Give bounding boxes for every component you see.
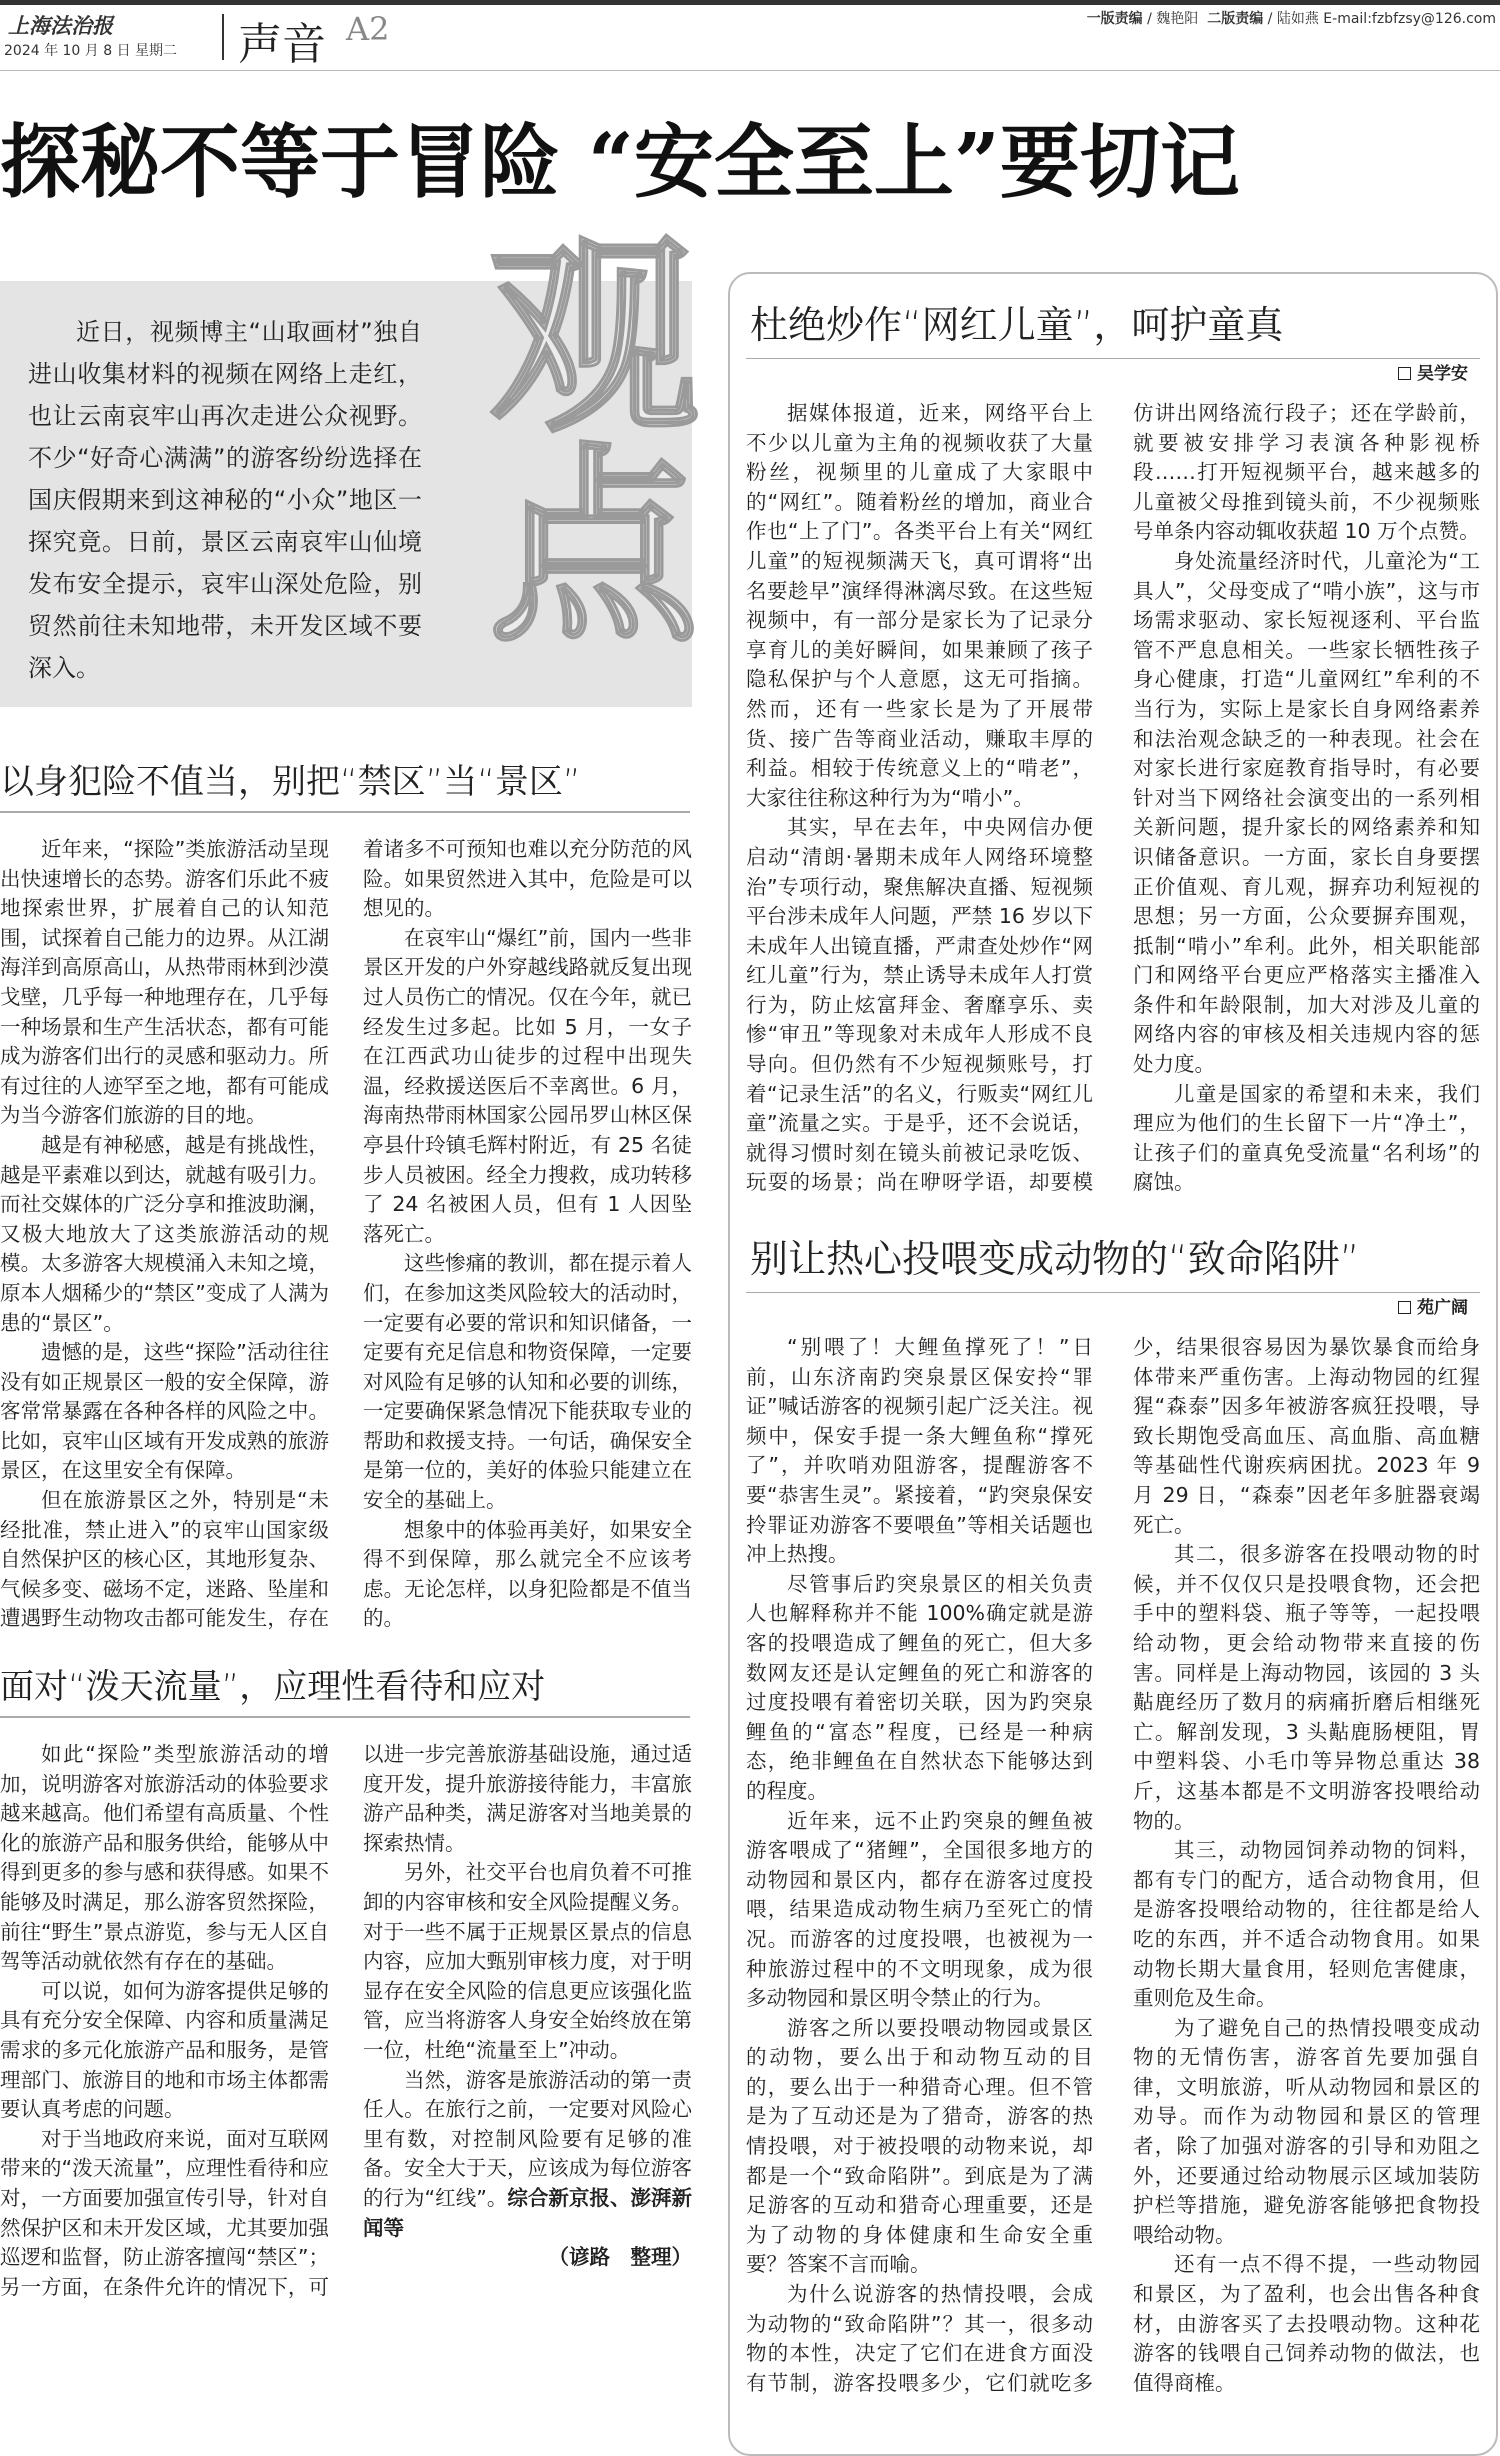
author-box-icon bbox=[1398, 1301, 1411, 1314]
page-headline: 探秘不等于冒险 “安全至上”要切记 bbox=[0, 115, 1240, 209]
paragraph bbox=[746, 399, 1093, 813]
paragraph bbox=[1133, 1836, 1480, 2014]
column-mark-guandian: 观点 bbox=[454, 226, 701, 646]
article-1-rule bbox=[0, 811, 690, 813]
paragraph bbox=[1133, 1540, 1480, 1836]
paragraph bbox=[363, 2066, 692, 2273]
paragraph-text: 近年来，“探险”类旅游活动呈现出快速增长的态势。游客们乐此不疲地探索世界，扩展着自己的认知范围，试探着自己能力的边界。从江湖海洋到高原高山，从热带雨林到沙漠戈壁，几乎每一种地理存在，几乎每一种场景和生产生活状态，都有可能成为游客们出行的灵感和驱动力。所有过往的人迹罕至之地，都有可能成为当今游客们旅游的目的地。 bbox=[0, 837, 329, 1128]
article-4-body bbox=[746, 1333, 1480, 2398]
issue-date: 2024 年 10 月 8 日 星期二 bbox=[4, 43, 178, 59]
paragraph bbox=[0, 1131, 329, 1338]
paragraph-text: 这些惨痛的教训，都在提示着人们，在参加这类风险较大的活动时，一定要有必要的常识和知识储备，一定要有充足信息和物资保障，一定要对风险有足够的认知和必要的训练，一定要确保紧急情况下能获取专业的帮助和救援支持。一句话，确保安全是第一位的，美好的体验只能建立在安全的基础上。 bbox=[363, 1251, 692, 1513]
paragraph-text: “别喂了！大鲤鱼撑死了！”日前，山东济南趵突泉景区保安拎“罪证”喊话游客的视频引起广泛关注。视频中，保安手提一条大鲤鱼称“撑死了”，并吹哨劝阻游客，提醒游客不要“恭害生灵”。紧接着，“趵突泉保安拎罪证劝游客不要喂鱼”等相关话题也冲上热搜。 bbox=[746, 1335, 1093, 1567]
paragraph-text: 越是有神秘感，越是有挑战性，越是平素难以到达，就越有吸引力。而社交媒体的广泛分享和推波助澜，又极大地放大了这类旅游活动的规模。太多游客大规模涌入未知之境，原本人烟稀少的“禁区”变成了人满为患的“景区”。 bbox=[0, 1132, 329, 1335]
article-4-author bbox=[746, 1293, 1480, 1323]
first-editor-name: / 魏艳阳 bbox=[1147, 11, 1199, 27]
source-credit: 综合新京报、澎湃新闻等 bbox=[363, 2185, 692, 2240]
left-column bbox=[0, 745, 692, 2332]
editor-email: E-mail:fzbfzsy@126.com bbox=[1323, 11, 1496, 27]
paragraph bbox=[0, 1740, 329, 1977]
second-editor-label: 二版责编 bbox=[1207, 11, 1264, 27]
paragraph-text: 身处流量经济时代，儿童沦为“工具人”，父母变成了“啃小族”，这与市场需求驱动、家长短视逐利、平台监管不严息息相关。一些家长牺牲孩子身心健康，打造“儿童网红”牟利的不当行为，实际上是家长自身网络素养和法治观念缺乏的一种表现。社会在对家长进行家庭教育指导时，有必要针对当下网络社会演变出的一系列相关新问题，提升家长的网络素养和知识储备意识。一方面，家长自身要摆正价值观、育儿观，摒弃功利短视的思想；另一方面，公众要摒弃围观，抵制“啃小”牟利。此外，相关职能部门和网络平台更应严格落实主播准入条件和年龄限制，加大对涉及儿童的网络内容的审核及相关违规内容的惩处力度。 bbox=[1133, 548, 1480, 1077]
paragraph-text: 想象中的体验再美好，如果安全得不到保障，那么就完全不应该考虑。无论怎样，以身犯险都是不值当的。 bbox=[363, 1517, 692, 1631]
article-4-title: 别让热心投喂变成动物的“致命陷阱” bbox=[750, 1237, 1360, 1282]
paragraph bbox=[1133, 2014, 1480, 2251]
paragraph bbox=[363, 1858, 692, 2065]
paragraph-text: 但在旅游景区之外，特别是“未经批准，禁止进入”的哀牢山国家级自然保护区的核心区，其地形复杂、气候多变、磁场不定，迷路、坠崖和遭遇野生动物攻击都可能发生，存在着诸多不可预知也难以充分防范的风险。如果贸然进入其中，危险是可以想见的。 bbox=[0, 837, 692, 1631]
author-name: 吴学安 bbox=[1417, 364, 1468, 384]
paragraph-text: 其三，动物园饲养动物的饲料，都有专门的配方，适合动物食用，但是游客投喂给动物的，往往都是给人吃的东西，并不适合动物食用。如果动物长期大量食用，轻则危害健康，重则危及生命。 bbox=[1133, 1838, 1480, 2011]
paragraph bbox=[0, 835, 329, 1131]
paragraph bbox=[363, 924, 692, 1250]
paragraph-text: 对于当地政府来说，面对互联网带来的“泼天流量”，应理性看待和应对，一方面要加强宣传引导，针对自然保护区和未开发区域，尤其要加强巡逻和监督，防止游客擅闯“禁区”；另一方面，在条件允许的情况下，可以进一步完善旅游基础设施，通过适度开发，提升旅游接待能力，丰富旅游产品种类，满足游客对当地美景的探索热情。 bbox=[0, 1742, 692, 2299]
second-editor-name: / 陆如燕 bbox=[1267, 11, 1319, 27]
section-name: 声音 bbox=[238, 19, 326, 70]
header-divider bbox=[222, 14, 224, 60]
author-name: 苑广阔 bbox=[1417, 1298, 1468, 1319]
paragraph-text: 另外，社交平台也肩负着不可推卸的内容审核和安全风险提醒义务。对于一些不属于正规景区景点的信息内容，应加大甄别审核力度，对于明显存在安全风险的信息更应该强化监管，应当将游客人身安全始终放在第一位，杜绝“流量至上”冲动。 bbox=[363, 1860, 692, 2062]
article-3-author bbox=[746, 359, 1480, 389]
editors-info bbox=[1087, 8, 1496, 28]
article-3-body bbox=[746, 399, 1480, 1198]
newspaper-logo: 上海法治报 bbox=[8, 13, 113, 38]
paragraph bbox=[0, 1338, 329, 1486]
paragraph-text: 近年来，远不止趵突泉的鲤鱼被游客喂成了“猪鲤”，全国很多地方的动物园和景区内，都存在游客过度投喂，结果造成动物生病乃至死亡的情况。而游客的过度投喂，也被视为一种旅游过程中的不文明现象，成为很多动物园和景区明令禁止的行为。 bbox=[746, 1808, 1093, 2011]
header-rule bbox=[0, 70, 1500, 71]
article-1-title: 以身犯险不值当，别把“禁区”当“景区” bbox=[0, 762, 581, 802]
paragraph-text: 游客之所以要投喂动物园或景区的动物，要么出于和动物互动的目的，要么出于一种猎奇心理。但不管是为了互动还是为了猎奇，游客的热情投喂，对于被投喂的动物来说，却都是一个“致命陷阱”。到底是为了满足游客的互动和猎奇心理重要，还是为了动物的身体健康和生命安全重要？答案不言而喻。 bbox=[746, 2015, 1093, 2277]
paragraph-text: 当然，游客是旅游活动的第一责任人。在旅行之前，一定要对风险心里有数，对控制风险要有足够的准备。安全大于天，应该成为每位游客的行为“红线”。 bbox=[363, 2067, 692, 2210]
paragraph bbox=[1133, 547, 1480, 1080]
paragraph-text: 为了避免自己的热情投喂变成动物的无情伤害，游客首先要加强自律，文明旅游，听从动物园和景区的劝导。而作为动物园和景区的管理者，除了加强对游客的引导和劝阻之外，还要通过给动物展示区域加装防护栏等措施，避免游客能够把食物投喂给动物。 bbox=[1133, 2015, 1480, 2247]
author-box-icon bbox=[1398, 367, 1411, 380]
article-2-body bbox=[0, 1740, 692, 2302]
page-number: A2 bbox=[346, 10, 390, 48]
paragraph bbox=[746, 1807, 1093, 2014]
paragraph bbox=[746, 1333, 1093, 1570]
article-1-body bbox=[0, 835, 692, 1634]
article-2-title: 面对“泼天流量”，应理性看待和应对 bbox=[0, 1667, 546, 1708]
top-bar bbox=[0, 0, 1500, 5]
paragraph bbox=[363, 1249, 692, 1515]
paragraph-text: 为什么说游客的热情投喂，会成为动物的“致命陷阱”？其一，很多动物的本性，决定了它们在进食方面没有节制，游客投喂多少，它们就吃多少，结果很容易因为暴饮暴食而给身体带来严重伤害。上海动物园的红猩猩“森泰”因多年被游客疯狂投喂，导致长期饱受高血压、高血脂、高血糖等基础性代谢疾病困扰。2023 年 9 月 29 日，“森泰”因老年多脏器衰竭死亡。 bbox=[746, 1335, 1480, 2395]
right-column-frame bbox=[728, 272, 1498, 2456]
paragraph-text: 儿童是国家的希望和未来，我们理应为他们的生长留下一片“净土”，让孩子们的童真免受流量“名利场”的腐蚀。 bbox=[1133, 1081, 1480, 1195]
article-3-title: 杜绝炒作“网红儿童”，呵护童真 bbox=[750, 303, 1284, 347]
paragraph-text: 可以说，如何为游客提供足够的具有充分安全保障、内容和质量满足需求的多元化旅游产品和服务，是管理部门、旅游目的地和市场主体都需要认真考虑的问题。 bbox=[0, 1978, 329, 2122]
article-2-rule bbox=[0, 1716, 690, 1718]
paragraph bbox=[0, 1977, 329, 2125]
paragraph-text: 遗憾的是，这些“探险”活动往往没有如正规景区一般的安全保障，游客常常暴露在各种各样的风险之中。比如，哀牢山区域有开发成熟的旅游景区，在这里安全有保障。 bbox=[0, 1340, 329, 1483]
paragraph bbox=[746, 1570, 1093, 1807]
paragraph bbox=[1133, 1080, 1480, 1198]
paragraph-text: 在哀牢山“爆红”前，国内一些非景区开发的户外穿越线路就反复出现过人员伤亡的情况。仅在今年，就已经发生过多起。比如 5 月，一女子在江西武功山徒步的过程中出现失温，经救援送医后不幸离世。6 月，海南热带雨林国家公园吊罗山林区保亭县什玲镇毛辉村附近，有 25 名徒步人员被困。经全力搜救，成功转移了 24 名被困人员，但有 1 人因坠落死亡。 bbox=[363, 925, 692, 1246]
paragraph-text: 其二，很多游客在投喂动物的时候，并不仅仅只是投喂食物，还会把手中的塑料袋、瓶子等等，一起投喂给动物，更会给动物带来直接的伤害。同样是上海动物园，该园的 3 头黇鹿经历了数月的病痛折磨后相继死亡。解剖发现，3 头黇鹿肠梗阻，胃中塑料袋、小毛巾等异物总重达 38 斤，这基本都是不文明游客投喂给动物的。 bbox=[1133, 1542, 1480, 1833]
paragraph bbox=[746, 2014, 1093, 2280]
paragraph-text: 尽管事后趵突泉景区的相关负责人也解释称并不能 100%确定就是游客的投喂造成了鲤鱼的死亡，但大多数网友还是认定鲤鱼的死亡和游客的过度投喂有着密切关联，因为趵突泉鲤鱼的“富态”程度，已经是一种病态，绝非鲤鱼在自然状态下能够达到的程度。 bbox=[746, 1571, 1093, 1803]
lead-text: 近日，视频博主“山取画材”独自进山收集材料的视频在网络上走红，也让云南哀牢山再次走进公众视野。不少“好奇心满满”的游客纷纷选择在国庆假期来到这神秘的“小众”地区一探究竟。日前，景区云南哀牢山仙境发布安全提示，哀牢山深处危险，别贸然前往未知地带，未开发区域不要深入。 bbox=[28, 318, 422, 682]
paragraph-text: 据媒体报道，近来，网络平台上不少以儿童为主角的视频收获了大量粉丝，视频里的儿童成了大家眼中的“网红”。随着粉丝的增加，商业合作也“上了门”。各类平台上有关“网红儿童”的短视频满天飞，真可谓将“出名要趁早”演绎得淋漓尽致。在这些短视频中，有一部分是家长为了记录分享育儿的美好瞬间，如果兼顾了孩子隐私保护与个人意愿，这无可指摘。然而，还有一些家长是为了开展带货、接广告等商业活动，赚取丰厚的利益。相较于传统意义上的“啃老”，大家往往称这种行为为“啃小”。 bbox=[746, 401, 1093, 810]
paragraph-text: 其实，早在去年，中央网信办便启动“清朗·暑期未成年人网络环境整治”专项行动，聚焦解决直播、短视频平台涉未成年人问题，严禁 16 岁以下未成年人出镜直播，严肃查处炒作“网红儿童”行为，禁止诱导未成年人打赏行为，防止炫富拜金、奢靡享乐、卖惨“审丑”等现象对未成年人形成不良导向。但仍然有不少短视频账号，打着“记录生活”的名义，行贩卖“网红儿童”流量之实。于是乎，还不会说话，就得习惯时刻在镜头前被记录吃饭、玩耍的场景；尚在咿呀学语，却要模仿讲出网络流行段子；还在学龄前，就要被安排学习表演各种影视桥段……打开短视频平台，越来越多的儿童被父母推到镜头前，不少视频账号单条内容动辄收获超 10 万个点赞。 bbox=[746, 401, 1480, 1195]
paragraph bbox=[1133, 2250, 1480, 2398]
paragraph-text: 如此“探险”类型旅游活动的增加，说明游客对旅游活动的体验要求越来越高。他们希望有高质量、个性化的旅游产品和服务供给，能够从中得到更多的参与感和获得感。如果不能够及时满足，那么游客贸然探险，前往“野生”景点游览，参与无人区自驾等活动就依然有存在的基础。 bbox=[0, 1742, 329, 1974]
paragraph-text: 还有一点不得不提，一些动物园和景区，为了盈利，也会出售各种食材，由游客买了去投喂动物。这种花游客的钱喂自己饲养动物的做法，也值得商榷。 bbox=[1133, 2252, 1480, 2395]
editor-credit: （谚路 整理） bbox=[548, 2245, 692, 2270]
paragraph bbox=[363, 1516, 692, 1634]
first-editor-label: 一版责编 bbox=[1086, 11, 1143, 27]
